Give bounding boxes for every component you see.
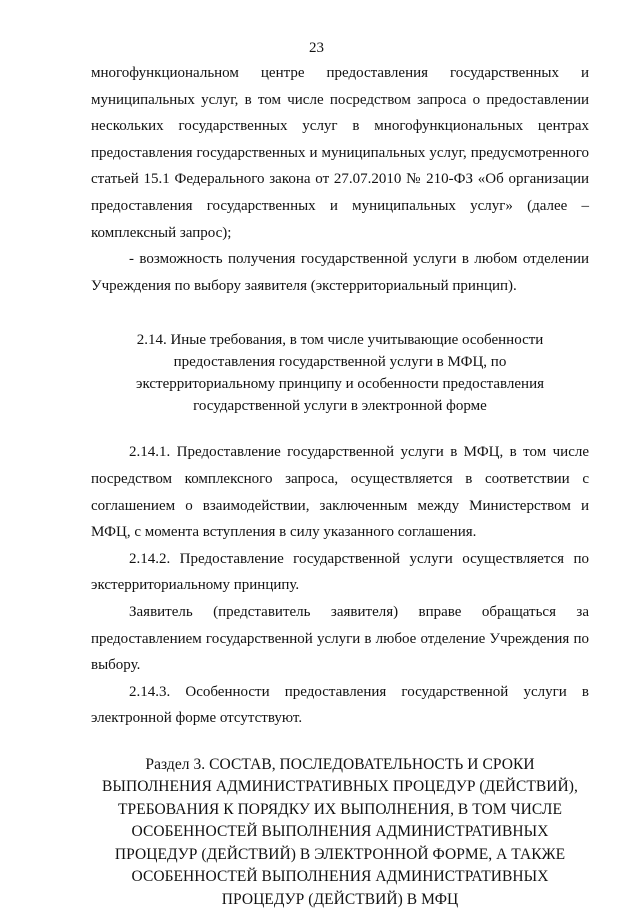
paragraph-2-14-1: 2.14.1. Предоставление государственной услуги в МФЦ, в том числе посредством комплексного запроса, осуществляется в соответствии с соглашением о взаимодействии, заключенным между Министерством и МФЦ, с момента вступления в силу указанного соглашения. bbox=[91, 444, 589, 541]
page-body bbox=[91, 60, 589, 911]
paragraph-2-14-3: 2.14.3. Особенности предоставления государственной услуги в электронной форме отсутствуют. bbox=[91, 683, 589, 727]
page-number: 23 bbox=[309, 40, 324, 56]
paragraph-extraterritorial: - возможность получения государственной услуги в любом отделении Учреждения по выбору заявителя (экстерриториальный принцип). bbox=[91, 251, 589, 294]
subsection-heading-2-14: 2.14. Иные требования, в том числе учитывающие особенности предоставления государственной услуги в МФЦ, по экстерриториальному принципу и особенности предоставления государственной услуги в электронной форме bbox=[136, 332, 544, 415]
paragraph-2-14-2: 2.14.2. Предоставление государственной услуги осуществляется по экстерриториальному принципу. bbox=[91, 550, 589, 594]
paragraph-applicant: Заявитель (представитель заявителя) вправе обращаться за предоставлением государственной услуги в любое отделение Учреждения по выбору. bbox=[91, 603, 589, 674]
section-3-title: Раздел 3. СОСТАВ, ПОСЛЕДОВАТЕЛЬНОСТЬ И СРОКИ ВЫПОЛНЕНИЯ АДМИНИСТРАТИВНЫХ ПРОЦЕДУР (ДЕЙСТВИЙ), ТРЕБОВАНИЯ К ПОРЯДКУ ИХ ВЫПОЛНЕНИЯ, В ТОМ ЧИСЛЕ ОСОБЕННОСТЕЙ ВЫПОЛНЕНИЯ АДМИНИСТРАТИВНЫХ ПРОЦЕДУР (ДЕЙСТВИЙ) В ЭЛЕКТРОННОЙ ФОРМЕ, А ТАКЖЕ ОСОБЕННОСТЕЙ ВЫПОЛНЕНИЯ АДМИНИСТРАТИВНЫХ ПРОЦЕДУР (ДЕЙСТВИЙ) В МФЦ bbox=[102, 755, 578, 908]
paragraph-continuation: многофункциональном центре предоставления государственных и муниципальных услуг, в том числе посредством запроса о предоставлении нескольких государственных услуг в многофункциональных центрах предоставления государственных и муниципальных услуг, предусмотренного статьей 15.1 Федерального закона от 27.07.2010 № 210-ФЗ «Об организации предоставления государственных и муниципальных услуг» (далее – комплексный запрос); bbox=[91, 65, 589, 241]
